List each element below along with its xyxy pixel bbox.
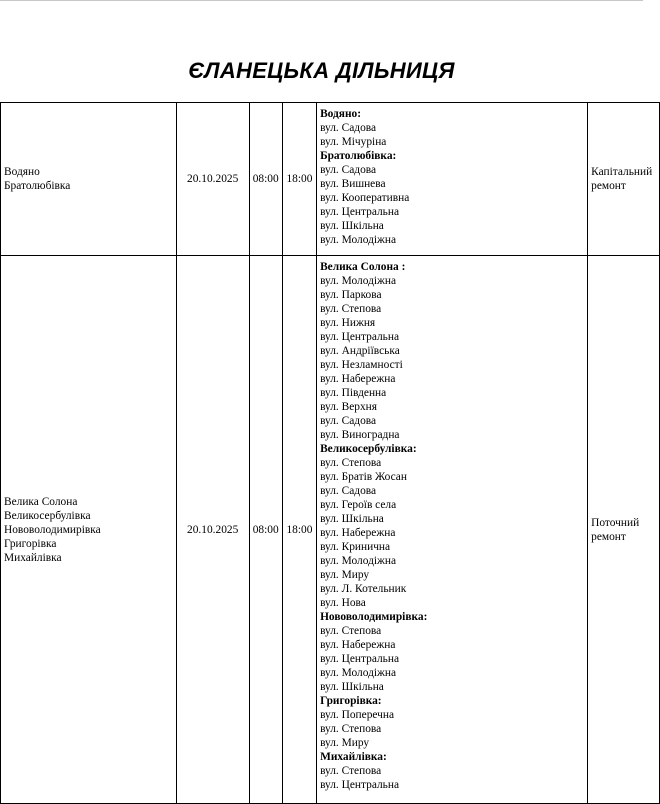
street-item: вул. Героїв села <box>320 499 397 511</box>
street-item: вул. Центральна <box>320 206 400 218</box>
settlement-group-title: Великосербулівка: <box>320 443 417 455</box>
settlement-group-title: Братолюбівка: <box>320 150 397 162</box>
date-cell: 20.10.2025 <box>176 103 249 256</box>
settlement-name: Нововолодимирівка <box>4 523 101 536</box>
time-to-cell: 18:00 <box>282 103 316 256</box>
streets-cell <box>317 103 588 256</box>
settlement-group-title: Велика Солона : <box>320 261 406 273</box>
settlements-cell <box>1 256 177 804</box>
street-item: вул. Набережна <box>320 527 396 539</box>
time-from-cell: 08:00 <box>249 256 282 804</box>
street-item: вул. Нижня <box>320 317 376 329</box>
street-item: вул. Шкільна <box>320 681 384 693</box>
street-item: вул. Набережна <box>320 373 396 385</box>
street-item: вул. Паркова <box>320 289 382 301</box>
street-item: вул. Миру <box>320 569 370 581</box>
street-item: вул. Молодіжна <box>320 555 397 567</box>
street-item: вул. Вишнева <box>320 178 386 190</box>
street-item: вул. Мічуріна <box>320 136 387 148</box>
table-row <box>1 103 660 256</box>
street-item: вул. Молодіжна <box>320 275 397 287</box>
outage-schedule-table <box>0 102 660 804</box>
street-item: вул. Степова <box>320 765 382 777</box>
street-item: вул. Південна <box>320 387 387 399</box>
street-item: вул. Садова <box>320 122 377 134</box>
street-item: вул. Л. Котельник <box>320 583 407 595</box>
street-item: вул. Центральна <box>320 653 400 665</box>
settlement-name: Водяно <box>4 166 40 178</box>
street-item: вул. Поперечна <box>320 709 395 721</box>
work-type-cell: Поточний ремонт <box>588 256 660 804</box>
street-item: вул. Садова <box>320 485 377 497</box>
settlements-cell <box>1 103 177 256</box>
settlement-name: Великосербулівка <box>4 509 91 522</box>
street-item: вул. Верхня <box>320 401 378 413</box>
street-item: вул. Шкільна <box>320 513 384 525</box>
settlement-group-title: Водяно: <box>320 108 362 120</box>
date-cell: 20.10.2025 <box>176 256 249 804</box>
settlement-group-title: Нововолодимирівка: <box>320 611 428 623</box>
street-item: вул. Андріївська <box>320 345 400 357</box>
settlement-name: Велика Солона <box>4 495 78 508</box>
time-to-cell: 18:00 <box>282 256 316 804</box>
page-title: ЄЛАНЕЦЬКА ДІЛЬНИЦЯ <box>188 58 455 83</box>
street-item: вул. Незламності <box>320 359 403 371</box>
work-type-cell: Капітальний ремонт <box>588 103 660 256</box>
settlement-name: Братолюбівка <box>4 180 71 192</box>
street-item: вул. Степова <box>320 723 382 735</box>
street-item: вул. Степова <box>320 457 382 469</box>
street-item: вул. Кооперативна <box>320 192 410 204</box>
street-item: вул. Садова <box>320 415 377 427</box>
top-border-line <box>0 0 643 1</box>
time-from-cell: 08:00 <box>249 103 282 256</box>
street-item: вул. Нова <box>320 597 366 609</box>
street-item: вул. Братів Жосан <box>320 471 407 483</box>
street-item: вул. Центральна <box>320 779 400 791</box>
street-item: вул. Молодіжна <box>320 667 397 679</box>
settlement-group-title: Григорівка: <box>320 695 382 707</box>
street-item: вул. Набережна <box>320 639 396 651</box>
street-item: вул. Центральна <box>320 331 400 343</box>
street-item: вул. Степова <box>320 625 382 637</box>
street-item: вул. Миру <box>320 737 370 749</box>
streets-cell <box>317 256 588 804</box>
settlement-group-title: Михайлівка: <box>320 751 387 763</box>
settlement-name: Григорівка <box>4 537 57 550</box>
street-item: вул. Молодіжна <box>320 234 397 246</box>
street-item: вул. Виноградна <box>320 429 400 441</box>
street-item: вул. Садова <box>320 164 377 176</box>
table-row <box>1 256 660 804</box>
street-item: вул. Степова <box>320 303 382 315</box>
street-item: вул. Кринична <box>320 541 391 553</box>
street-item: вул. Шкільна <box>320 220 384 232</box>
settlement-name: Михайлівка <box>4 551 62 564</box>
